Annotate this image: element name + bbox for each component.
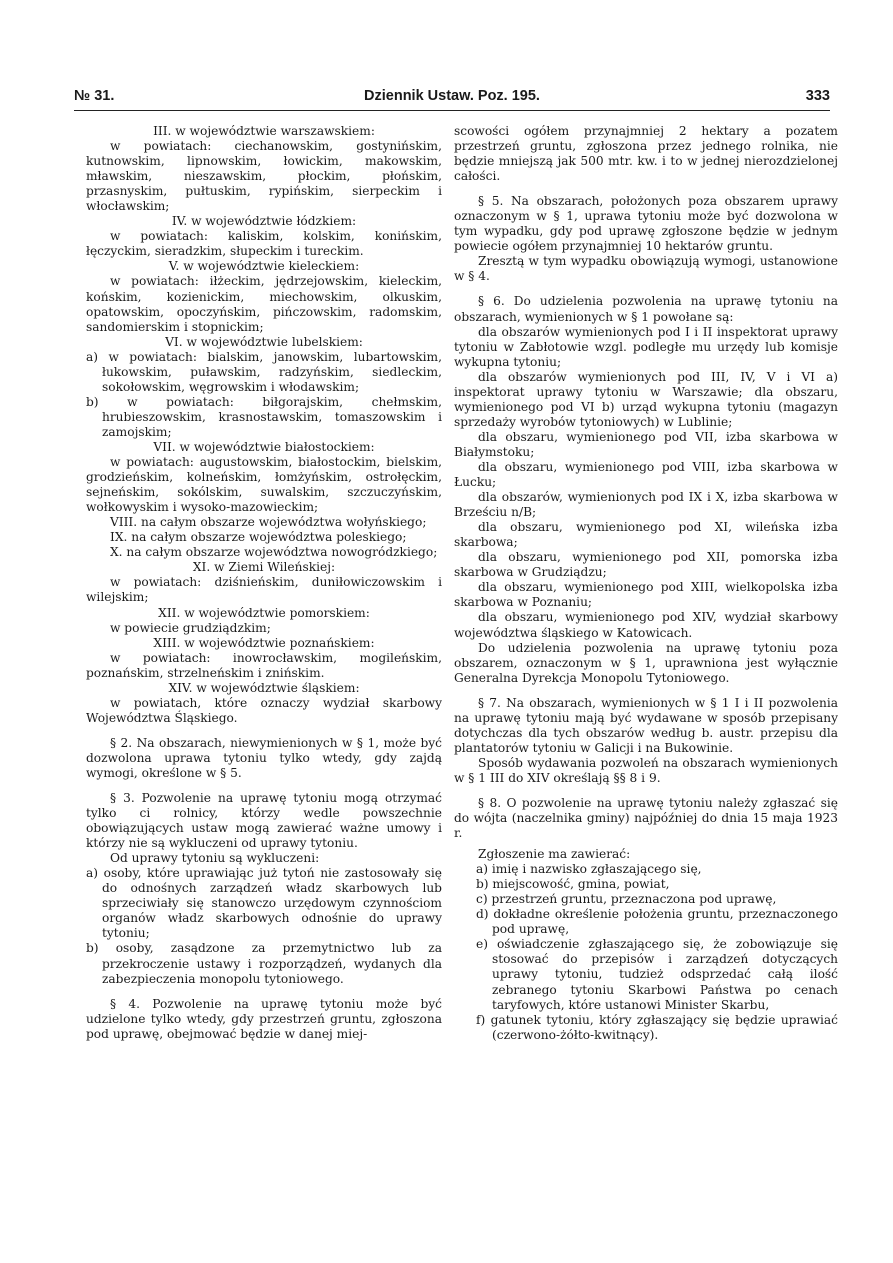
paragraph: Do udzielenia pozwolenia na uprawę tytoniu poza obszarem, oznaczonym w § 1, uprawniona jest wyłącznie Generalna Dyrekcja Monopolu Tytoniowego. [454,640,838,685]
paragraph: X. na całym obszarze województwa nowogródzkiego; [110,545,438,560]
paragraph-section-5: § 5. Na obszarach, położonych poza obszarem uprawy oznaczonym w § 1, uprawa tytoniu może być dozwolona w tym wypadku, gdy pod uprawę zgłoszone będzie w jednym powiecie ogółem przynajmniej 10 hektarów gruntu. [454,194,838,254]
list-item: f) gatunek tytoniu, który zgłaszający się będzie uprawiać (czerwono-żółto-kwitnący). [476,1012,838,1042]
paragraph: IX. na całym obszarze województwa poleskiego; [110,530,407,545]
paragraph: dla obszaru, wymienionego pod XI, wileńska izba skarbowa; [454,520,838,550]
paragraph-section-4: § 4. Pozwolenie na uprawę tytoniu może być udzielone tylko wtedy, gdy przestrzeń gruntu, zgłoszona pod uprawę, obejmować będzie w danej miej- [86,996,442,1041]
section-heading: XIII. w województwie poznańskiem: [153,635,375,650]
section-heading: XIV. w województwie śląskiem: [168,680,360,695]
section-heading: XI. w Ziemi Wileńskiej: [192,560,336,575]
journal-title: Dziennik Ustaw. Poz. 195. [364,88,540,104]
paragraph: w powiatach: augustowskim, białostockim, bielskim, grodzieńskim, kolneńskim, łomżyńskim, ostrołęckim, sejneńskim, sokólskim, suwalskim, szczuczyńskim, wołkowyskim i wysoko-mazowieckim; [86,455,442,515]
paragraph: Zresztą w tym wypadku obowiązują wymogi, ustanowione w § 4. [454,254,838,284]
paragraph: w powiatach, które oznaczy wydział skarbowy Województwa Śląskiego. [86,695,442,725]
list-item: a) imię i nazwisko zgłaszającego się, [476,862,702,877]
right-column [454,124,838,1043]
section-heading: VI. w województwie lubelskiem: [165,334,363,349]
paragraph: w powiatach: dziśnieńskim, duniłowiczowskim i wilejskim; [86,575,442,605]
list-item: a) osoby, które uprawiając już tytoń nie zastosowały się do odnośnych zarządzeń władz skarbowych lub sprzeciwiały się stanowczo urzędowym czynnościom organów władz skarbowych odnośnie do uprawy tytoniu; [86,866,442,941]
list-item: c) przestrzeń gruntu, przeznaczona pod uprawę, [476,892,777,907]
paragraph: dla obszaru, wymienionego pod XIV, wydział skarbowy województwa śląskiego w Katowicach. [454,610,838,640]
paragraph-section-2: § 2. Na obszarach, niewymienionych w § 1, może być dozwolona uprawa tytoniu tylko wtedy, gdy zajdą wymogi, określone w § 5. [86,735,442,780]
paragraph: dla obszaru, wymienionego pod VII, izba skarbowa w Białymstoku; [454,429,838,459]
paragraph: Sposób wydawania pozwoleń na obszarach wymienionych w § 1 III do XIV określają §§ 8 i 9. [454,755,838,785]
paragraph: w powiecie grudziądzkim; [110,620,271,635]
section-heading: III. w województwie warszawskiem: [153,124,375,138]
section-heading: V. w województwie kieleckiem: [168,259,360,274]
paragraph: dla obszaru, wymienionego pod XII, pomorska izba skarbowa w Grudziądzu; [454,550,838,580]
paragraph: dla obszarów wymienionych pod I i II inspektorat uprawy tytoniu w Zabłotowie wzgl. podległe mu urzędy lub komisje wykupna tytoniu; [454,324,838,369]
list-item: b) miejscowość, gmina, powiat, [476,877,670,892]
paragraph: w powiatach: ciechanowskim, gostynińskim, kutnowskim, lipnowskim, łowickim, makowskim, mławskim, nieszawskim, płockim, płońskim, przasnyskim, pułtuskim, rypińskim, sierpeckim i włocławskim; [86,139,442,214]
page-number: 333 [805,88,830,104]
issue-number: № 31. [74,88,115,104]
page-header [74,88,830,110]
paragraph-section-7: § 7. Na obszarach, wymienionych w § 1 I i II pozwolenia na uprawę tytoniu mają być wydawane w sposób przepisany dotychczas dla tych obszarów według b. austr. przepisu dla plantatorów tytoniu w Galicji i na Bukowinie. [454,695,838,755]
list-item: a) w powiatach: bialskim, janowskim, lubartowskim, łukowskim, puławskim, radzyńskim, siedleckim, sokołowskim, węgrowskim i włodawskim; [86,349,442,394]
list-item: b) osoby, zasądzone za przemytnictwo lub za przekroczenie ustawy i rozporządzeń, wydanych dla zabezpieczenia monopolu tytoniowego. [86,941,442,986]
paragraph: Od uprawy tytoniu są wykluczeni: [110,851,320,866]
section-heading: IV. w województwie łódzkiem: [171,214,357,229]
list-item: e) oświadczenie zgłaszającego się, że zobowiązuje się stosować do przepisów i zarządzeń dotyczących uprawy tytoniu, tudzież odsprzedać całą ilość zebranego tytoniu Skarbowi Państwa po cenach taryfowych, które ustanowi Minister Skarbu, [476,937,838,1012]
left-column [86,124,442,1042]
paragraph: dla obszaru, wymienionego pod VIII, izba skarbowa w Łucku; [454,459,838,490]
paragraph: w powiatach: inowrocławskim, mogileńskim, poznańskim, strzelneńskim i znińskim. [86,650,442,680]
paragraph: Zgłoszenie ma zawierać: [478,847,631,862]
paragraph: w powiatach: iłżeckim, jędrzejowskim, kieleckim, końskim, kozienickim, miechowskim, olkuskim, opatowskim, opoczyńskim, pińczowskim, radomskim, sandomierskim i stopnickim; [86,274,442,334]
paragraph-section-6: § 6. Do udzielenia pozwolenia na uprawę tytoniu na obszarach, wymienionych w § 1 powołane są: [454,294,838,324]
paragraph: w powiatach: kaliskim, kolskim, konińskim, łęczyckim, sieradzkim, słupeckim i tureckim. [86,229,442,259]
section-heading: XII. w województwie pomorskiem: [158,605,370,620]
header-rule [74,110,830,111]
paragraph: VIII. na całym obszarze województwa wołyńskiego; [110,515,427,530]
paragraph: dla obszaru, wymienionego pod XIII, wielkopolska izba skarbowa w Poznaniu; [454,580,838,610]
paragraph: scowości ogółem przynajmniej 2 hektary a pozatem przestrzeń gruntu, zgłoszona przez jednego rolnika, nie będzie mniejszą jak 500 mtr. kw. i to w jednej nierozdzielonej całości. [454,124,838,184]
paragraph-section-8: § 8. O pozwolenie na uprawę tytoniu należy zgłaszać się do wójta (naczelnika gminy) najpóźniej do dnia 15 maja 1923 r. [454,795,838,841]
list-item: d) dokładne określenie położenia gruntu, przeznaczonego pod uprawę, [476,907,838,937]
paragraph-section-3: § 3. Pozwolenie na uprawę tytoniu mogą otrzymać tylko ci rolnicy, którzy wedle powszechnie obowiązujących ustaw mogą zawierać ważne umowy i którzy nie są wykluczeni od uprawy tytoniu. [86,791,442,851]
paragraph: dla obszarów, wymienionych pod IX i X, izba skarbowa w Brześciu n/B; [454,490,838,520]
list-item: b) w powiatach: biłgorajskim, chełmskim, hrubieszowskim, krasnostawskim, tomaszowskim i zamojskim; [86,394,442,439]
paragraph: dla obszarów wymienionych pod III, IV, V i VI a) inspektorat uprawy tytoniu w Warszawie; dla obszaru, wymienionego pod VI b) urząd wykupna tytoniu (magazyn sprzedaży wyrobów tytoniowych) w Lublinie; [454,369,838,429]
section-heading: VII. w województwie białostockiem: [153,439,375,454]
